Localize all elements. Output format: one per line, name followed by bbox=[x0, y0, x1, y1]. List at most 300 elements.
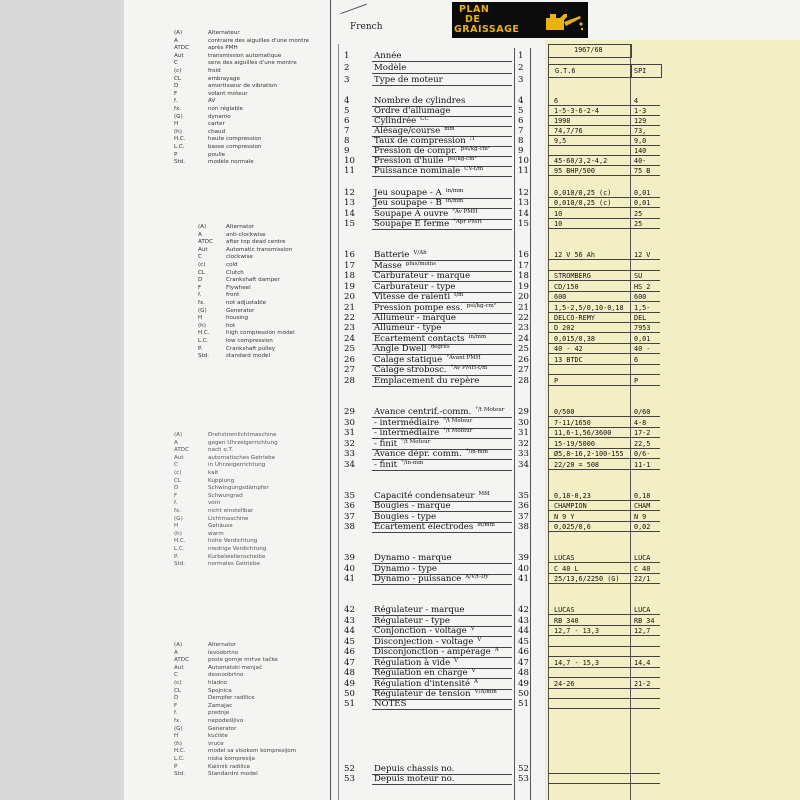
row-number: 45 bbox=[344, 637, 355, 647]
legend-abbreviation: H.C. bbox=[198, 330, 210, 337]
row-number: 53 bbox=[344, 774, 355, 784]
legend-block-french bbox=[174, 30, 344, 167]
value-col2: 25 bbox=[634, 220, 643, 228]
row-number: 42 bbox=[344, 605, 355, 615]
row-number: 8 bbox=[344, 136, 350, 146]
row-number: 33 bbox=[344, 449, 355, 459]
row-number-right: 26 bbox=[518, 355, 529, 365]
row-unit: in/mm bbox=[468, 334, 487, 340]
spec-row bbox=[344, 51, 544, 61]
legend-meaning: posle gornje mrtve tačke bbox=[208, 657, 278, 664]
row-number-right: 41 bbox=[518, 574, 529, 584]
value-cell-line bbox=[548, 322, 660, 323]
legend-row bbox=[174, 756, 344, 764]
value-col1: LUCAS bbox=[554, 606, 575, 614]
row-number: 47 bbox=[344, 658, 355, 668]
value-col1: P bbox=[554, 377, 559, 385]
legend-abbreviation: H bbox=[174, 733, 179, 740]
row-number-right: 34 bbox=[518, 460, 529, 470]
legend-abbreviation: P. bbox=[174, 553, 179, 560]
legend-abbreviation: CL bbox=[174, 75, 182, 82]
row-label: Depuis moteur no. bbox=[374, 774, 455, 784]
row-number: 36 bbox=[344, 501, 355, 511]
legend-abbreviation: Aut bbox=[174, 454, 184, 461]
row-label: Dynamo - marque bbox=[374, 553, 452, 563]
row-number-right: 25 bbox=[518, 344, 529, 354]
spec-row bbox=[344, 764, 544, 774]
legend-row bbox=[174, 718, 344, 726]
spec-row bbox=[344, 313, 544, 323]
row-number: 16 bbox=[344, 250, 355, 260]
spec-row bbox=[344, 449, 544, 459]
legend-abbreviation: Aut bbox=[198, 246, 208, 253]
legend-abbreviation: (A) bbox=[174, 30, 183, 36]
row-unit: :1 bbox=[469, 136, 476, 142]
legend-row bbox=[198, 330, 368, 338]
value-cell-line bbox=[548, 353, 660, 354]
row-number-right: 30 bbox=[518, 418, 529, 428]
spec-row bbox=[344, 428, 544, 438]
value-cell-line bbox=[548, 677, 660, 678]
row-unit: °Av PMH bbox=[452, 209, 478, 215]
row-number: 18 bbox=[344, 271, 355, 281]
legend-row bbox=[174, 688, 344, 696]
row-label: Calage statique $^{^\circ Avant PMH}$ bbox=[374, 355, 481, 365]
row-label: Avance centrif.-comm. $^{^\circ/t Moteur}$ bbox=[374, 407, 505, 417]
spec-row bbox=[344, 292, 544, 302]
value-cell-line bbox=[548, 783, 660, 784]
row-number: 37 bbox=[344, 512, 355, 522]
row-unit: °Avant PMH bbox=[446, 355, 481, 361]
row-number-right: 9 bbox=[518, 146, 524, 156]
legend-meaning: carter bbox=[208, 121, 225, 128]
row-underline bbox=[372, 784, 512, 785]
legend-meaning: haute compression bbox=[208, 136, 262, 143]
legend-row bbox=[198, 315, 368, 323]
row-label: NOTES bbox=[374, 699, 407, 709]
legend-row bbox=[198, 285, 368, 293]
row-number: 2 bbox=[344, 63, 350, 73]
plan-de-graissage-logo: PLAN DE GRAISSAGE bbox=[452, 2, 588, 38]
row-label: - finit $^{^\circ/in-mm}$ bbox=[374, 460, 424, 470]
row-number: 22 bbox=[344, 313, 355, 323]
legend-row bbox=[198, 277, 368, 285]
legend-row bbox=[174, 672, 344, 680]
value-col2: 12,7 bbox=[634, 627, 651, 635]
value-cell-line bbox=[548, 374, 660, 375]
row-number: 44 bbox=[344, 626, 355, 636]
legend-abbreviation: D bbox=[174, 695, 179, 702]
spec-row bbox=[344, 616, 544, 626]
row-label: Ordre d'allumage bbox=[374, 106, 451, 116]
row-number-right: 14 bbox=[518, 209, 529, 219]
value-cell-line bbox=[548, 625, 660, 626]
value-col1: 12,7 - 13,3 bbox=[554, 627, 600, 635]
value-col1: CD/150 bbox=[554, 283, 579, 291]
legend-meaning: housing bbox=[226, 315, 249, 322]
row-number: 21 bbox=[344, 303, 355, 313]
legend-row bbox=[174, 500, 344, 508]
legend-abbreviation: (h) bbox=[174, 128, 182, 135]
legend-row bbox=[174, 60, 344, 68]
row-number: 12 bbox=[344, 188, 355, 198]
row-number-right: 50 bbox=[518, 689, 529, 699]
spec-row bbox=[344, 75, 544, 85]
legend-row bbox=[198, 239, 368, 247]
spec-row bbox=[344, 323, 544, 333]
legend-row bbox=[174, 121, 344, 129]
legend-row bbox=[174, 695, 344, 703]
spec-row bbox=[344, 522, 544, 532]
legend-meaning: hot bbox=[226, 322, 236, 329]
row-number-right: 4 bbox=[518, 96, 524, 106]
legend-abbreviation: F bbox=[174, 492, 178, 499]
value-cell-line bbox=[548, 343, 660, 344]
row-label: Allumeur - marque bbox=[374, 313, 456, 323]
row-underline bbox=[372, 176, 512, 177]
row-number-right: 11 bbox=[518, 166, 529, 176]
legend-meaning: volant moteur bbox=[208, 90, 248, 97]
value-col1: 0,010/0,25 (c) bbox=[554, 199, 612, 207]
value-cell-line bbox=[548, 773, 660, 774]
value-cell-line bbox=[548, 416, 660, 417]
row-number: 32 bbox=[344, 439, 355, 449]
row-number-right: 15 bbox=[518, 219, 529, 229]
legend-meaning: kućište bbox=[208, 733, 228, 740]
legend-abbreviation: fx. bbox=[174, 507, 182, 514]
row-number-right: 32 bbox=[518, 439, 529, 449]
value-col1: 40 - 42 bbox=[554, 345, 583, 353]
legend-abbreviation: (G) bbox=[198, 307, 207, 314]
row-number: 15 bbox=[344, 219, 355, 229]
row-number: 10 bbox=[344, 156, 355, 166]
legend-meaning: Dempfer radilice bbox=[208, 695, 255, 702]
legend-abbreviation: f. bbox=[174, 98, 178, 105]
row-label: Calage strobosc. $^{^\circ Av PMH-t/m}$ bbox=[374, 365, 488, 375]
row-number: 50 bbox=[344, 689, 355, 699]
value-cell-line bbox=[548, 521, 660, 522]
spec-row bbox=[344, 564, 544, 574]
legend-row bbox=[174, 703, 344, 711]
row-number-right: 13 bbox=[518, 198, 529, 208]
legend-meaning: Flywheel bbox=[226, 284, 251, 291]
spec-row bbox=[344, 553, 544, 563]
legend-abbreviation: A bbox=[198, 231, 202, 238]
value-col1: 7-11/1650 bbox=[554, 419, 591, 427]
row-number: 11 bbox=[344, 166, 355, 176]
legend-abbreviation: F bbox=[174, 90, 178, 97]
value-cell-line bbox=[548, 708, 660, 709]
value-cell-line bbox=[548, 427, 660, 428]
legend-row bbox=[174, 642, 344, 650]
row-number: 46 bbox=[344, 647, 355, 657]
row-number: 43 bbox=[344, 616, 355, 626]
legend-meaning: low compression bbox=[226, 337, 273, 344]
spec-row bbox=[344, 355, 544, 365]
spec-row bbox=[344, 460, 544, 470]
legend-row bbox=[174, 554, 344, 562]
value-col2: 0,02 bbox=[634, 523, 651, 531]
legend-meaning: transmission automatique bbox=[208, 52, 282, 59]
legend-abbreviation: CL bbox=[174, 477, 182, 484]
row-label: Pression de compr. $^{psi/kg-cm^2}$ bbox=[374, 146, 491, 156]
value-cell-line bbox=[548, 135, 660, 136]
row-label: Vitesse de ralenti $^{t/m}$ bbox=[374, 292, 464, 302]
legend-row bbox=[174, 523, 344, 531]
legend-abbreviation: (h) bbox=[198, 322, 206, 329]
legend-row bbox=[174, 91, 344, 99]
row-unit: psi/kg-cm² bbox=[460, 146, 491, 152]
spec-row bbox=[344, 689, 544, 699]
legend-row bbox=[174, 68, 344, 76]
row-number-right: 17 bbox=[518, 261, 529, 271]
row-label: Année bbox=[374, 51, 402, 61]
value-col1: 45-60/3,2-4,2 bbox=[554, 157, 608, 165]
legend-abbreviation: H bbox=[174, 121, 179, 128]
legend-meaning: amortisseur de vibration bbox=[208, 83, 277, 90]
legend-row bbox=[174, 432, 344, 440]
legend-abbreviation: C bbox=[174, 672, 178, 679]
legend-meaning: Lichtmaschine bbox=[208, 515, 249, 522]
legend-abbreviation: (G) bbox=[174, 113, 183, 120]
legend-meaning: not adjustable bbox=[226, 299, 267, 306]
value-col2: 4-8 bbox=[634, 419, 647, 427]
value-col2: 21-2 bbox=[634, 680, 651, 688]
row-number-right: 47 bbox=[518, 658, 529, 668]
value-cell-line bbox=[548, 510, 660, 511]
legend-row bbox=[174, 30, 344, 38]
legend-meaning: gegen Uhrzeigerrichtung bbox=[208, 439, 278, 446]
value-col2: 0,01 bbox=[634, 199, 651, 207]
row-label: Nombre de cylindres bbox=[374, 96, 466, 106]
row-number-right: 24 bbox=[518, 334, 529, 344]
legend-row bbox=[198, 232, 368, 240]
value-col1: D 202 bbox=[554, 324, 575, 332]
legend-row bbox=[174, 440, 344, 448]
legend-row bbox=[174, 462, 344, 470]
row-label: Carburateur - marque bbox=[374, 271, 471, 281]
spec-row bbox=[344, 250, 544, 260]
row-label: Soupape A ouvre $^{^\circ Av PMH}$ bbox=[374, 209, 478, 219]
legend-row bbox=[174, 136, 344, 144]
row-label: Régulation en charge $^V$ bbox=[374, 668, 476, 678]
row-unit: °Apr PMH bbox=[453, 219, 482, 225]
legend-meaning: hohe Verdichtung bbox=[208, 538, 258, 545]
row-label: - intermédiaire $^{^\circ/t Moteur}$ bbox=[374, 428, 473, 438]
value-cell-line bbox=[548, 437, 660, 438]
value-col2: SU bbox=[634, 272, 643, 280]
value-cell-line bbox=[548, 458, 660, 459]
row-label: Pression pompe ess. $^{psi/kg-cm^2}$ bbox=[374, 303, 496, 313]
legend-meaning: Schwingungsdämpfer bbox=[208, 485, 269, 492]
legend-abbreviation: C bbox=[174, 60, 178, 67]
value-col2: N 9 bbox=[634, 513, 647, 521]
legend-row bbox=[174, 83, 344, 91]
legend-meaning: anti-clockwise bbox=[226, 231, 266, 238]
legend-row bbox=[174, 455, 344, 463]
legend-meaning: basse compression bbox=[208, 143, 262, 150]
value-col1: 74,7/76 bbox=[554, 127, 583, 135]
row-number-right: 21 bbox=[518, 303, 529, 313]
spec-row bbox=[344, 376, 544, 386]
spec-row bbox=[344, 209, 544, 219]
row-number: 41 bbox=[344, 574, 355, 584]
row-number: 28 bbox=[344, 376, 355, 386]
spec-row bbox=[344, 334, 544, 344]
legend-abbreviation: P bbox=[174, 151, 178, 158]
row-number-right: 28 bbox=[518, 376, 529, 386]
value-cell-line bbox=[548, 332, 660, 333]
row-unit: A bbox=[494, 647, 499, 653]
legend-row bbox=[174, 741, 344, 749]
row-number: 7 bbox=[344, 126, 350, 136]
row-unit: in/mm bbox=[445, 188, 464, 194]
row-label: Cylindrée $^{CC}$ bbox=[374, 116, 429, 126]
legend-meaning: front bbox=[226, 292, 240, 299]
spec-row bbox=[344, 668, 544, 678]
row-number: 13 bbox=[344, 198, 355, 208]
row-number: 24 bbox=[344, 334, 355, 344]
spec-row bbox=[344, 344, 544, 354]
value-col1: 14,7 - 15,3 bbox=[554, 659, 600, 667]
value-col1: 25/13,6/2250 (G) bbox=[554, 575, 620, 583]
value-col2: 11-1 bbox=[634, 461, 651, 469]
row-number-right: 53 bbox=[518, 774, 529, 784]
row-number-right: 43 bbox=[518, 616, 529, 626]
row-unit: °/t Moteur bbox=[475, 407, 505, 413]
value-cell-line bbox=[548, 165, 660, 166]
legend-row bbox=[174, 470, 344, 478]
row-label: - finit $^{^\circ/t Moteur}$ bbox=[374, 439, 431, 449]
legend-meaning: Clutch bbox=[226, 269, 244, 276]
legend-meaning: Kaišnik radilice bbox=[208, 763, 251, 770]
column-model: G.T.6 bbox=[555, 67, 576, 75]
legend-row bbox=[198, 247, 368, 255]
legend-abbreviation: ATDC bbox=[198, 239, 214, 246]
value-col1: 0,18-0,23 bbox=[554, 492, 591, 500]
spec-row bbox=[344, 365, 544, 375]
value-cell-line bbox=[548, 531, 660, 532]
row-unit: V bbox=[477, 637, 482, 643]
legend-abbreviation: Std. bbox=[174, 771, 186, 778]
spec-row bbox=[344, 96, 544, 106]
legend-meaning: nepodešljivo bbox=[208, 717, 244, 724]
row-label: Avance dépr. comm. $^{^\circ/in-mm}$ bbox=[374, 449, 488, 459]
row-label: Dynamo - type bbox=[374, 564, 437, 574]
row-label: Angle Dwell $^{degrés}$ bbox=[374, 344, 450, 354]
table-value-border bbox=[630, 44, 631, 800]
spec-row bbox=[344, 501, 544, 511]
spec-row bbox=[344, 418, 544, 428]
row-label: Régulateur de tension $^{V/A/min}$ bbox=[374, 689, 497, 699]
legend-meaning: nach o.T. bbox=[208, 447, 234, 454]
row-label: Ecartement électrodes $^{in/mm}$ bbox=[374, 522, 495, 532]
row-number: 27 bbox=[344, 365, 355, 375]
spec-row bbox=[344, 679, 544, 689]
row-number-right: 1 bbox=[518, 51, 524, 61]
value-col2: 1-3 bbox=[634, 107, 647, 115]
row-number-right: 16 bbox=[518, 250, 529, 260]
legend-meaning: poulie bbox=[208, 151, 226, 158]
row-underline bbox=[372, 709, 512, 710]
legend-abbreviation: ATDC bbox=[174, 45, 190, 52]
legend-abbreviation: (c) bbox=[174, 67, 182, 74]
legend-meaning: Automatic transmission bbox=[226, 246, 293, 253]
row-number: 4 bbox=[344, 96, 350, 106]
row-unit: plus/moins bbox=[405, 261, 436, 267]
row-label: Taux de compression $^{:1}$ bbox=[374, 136, 476, 146]
row-unit: psi/kg-cm² bbox=[466, 303, 496, 309]
row-unit: °/in-mm bbox=[465, 449, 488, 455]
value-col1: 0,010/0,25 (c) bbox=[554, 189, 612, 197]
value-col2: 22,5 bbox=[634, 440, 651, 448]
value-col2: 40 - bbox=[634, 345, 651, 353]
legend-row bbox=[174, 152, 344, 160]
row-number-right: 42 bbox=[518, 605, 529, 615]
value-col2: 1,5- bbox=[634, 304, 651, 312]
row-label: Dynamo - puissance $^{A/V/t-Dy}$ bbox=[374, 574, 489, 584]
legend-meaning: froid bbox=[208, 67, 221, 74]
row-label: Puissance nominale $^{CV-t/m}$ bbox=[374, 166, 484, 176]
row-underline bbox=[372, 85, 512, 86]
row-unit: in/mm bbox=[445, 198, 464, 204]
legend-meaning: après PMH bbox=[208, 45, 238, 52]
legend-row bbox=[174, 129, 344, 137]
value-col1: Ø5,8-16,2-100-155 bbox=[554, 450, 624, 458]
row-number-right: 29 bbox=[518, 407, 529, 417]
row-number-right: 46 bbox=[518, 647, 529, 657]
legend-row bbox=[174, 38, 344, 46]
legend-meaning: desnoobrtno bbox=[208, 672, 244, 679]
value-col2: 4 bbox=[634, 97, 639, 105]
legend-meaning: Alternator bbox=[208, 642, 237, 648]
legend-meaning: model sa visokom kompresijom bbox=[208, 748, 297, 755]
value-col1: 12 V 56 Ah bbox=[554, 251, 595, 259]
legend-abbreviation: A bbox=[174, 37, 178, 44]
legend-meaning: hladno bbox=[208, 679, 228, 686]
row-number: 14 bbox=[344, 209, 355, 219]
row-number: 48 bbox=[344, 668, 355, 678]
row-label: - intermédiaire $^{^\circ/t Moteur}$ bbox=[374, 418, 473, 428]
legend-row bbox=[174, 76, 344, 84]
value-cell-line bbox=[548, 385, 660, 386]
legend-row bbox=[198, 308, 368, 316]
value-col2: 140 bbox=[634, 147, 647, 155]
legend-abbreviation: (c) bbox=[174, 679, 182, 686]
row-number-right: 8 bbox=[518, 136, 524, 146]
legend-row bbox=[198, 224, 368, 232]
legend-row bbox=[174, 485, 344, 493]
legend-abbreviation: Aut bbox=[174, 664, 184, 671]
value-col1: STROMBERG bbox=[554, 272, 591, 280]
value-col2: 25 bbox=[634, 210, 643, 218]
spec-row bbox=[344, 658, 544, 668]
legend-abbreviation: Std. bbox=[174, 561, 186, 568]
legend-row bbox=[174, 771, 344, 779]
legend-meaning: non réglable bbox=[208, 105, 243, 112]
row-label: Modèle bbox=[374, 63, 407, 73]
legend-meaning: Alternateur bbox=[208, 30, 240, 36]
legend-row bbox=[174, 726, 344, 734]
value-cell-line bbox=[548, 280, 660, 281]
legend-meaning: warm bbox=[208, 530, 224, 537]
value-col2: 17-2 bbox=[634, 429, 651, 437]
row-number-right: 45 bbox=[518, 637, 529, 647]
row-number: 31 bbox=[344, 428, 355, 438]
value-cell-line bbox=[548, 145, 660, 146]
row-label: Jeu soupape - A $^{in/mm}$ bbox=[374, 188, 464, 198]
row-number-right: 38 bbox=[518, 522, 529, 532]
